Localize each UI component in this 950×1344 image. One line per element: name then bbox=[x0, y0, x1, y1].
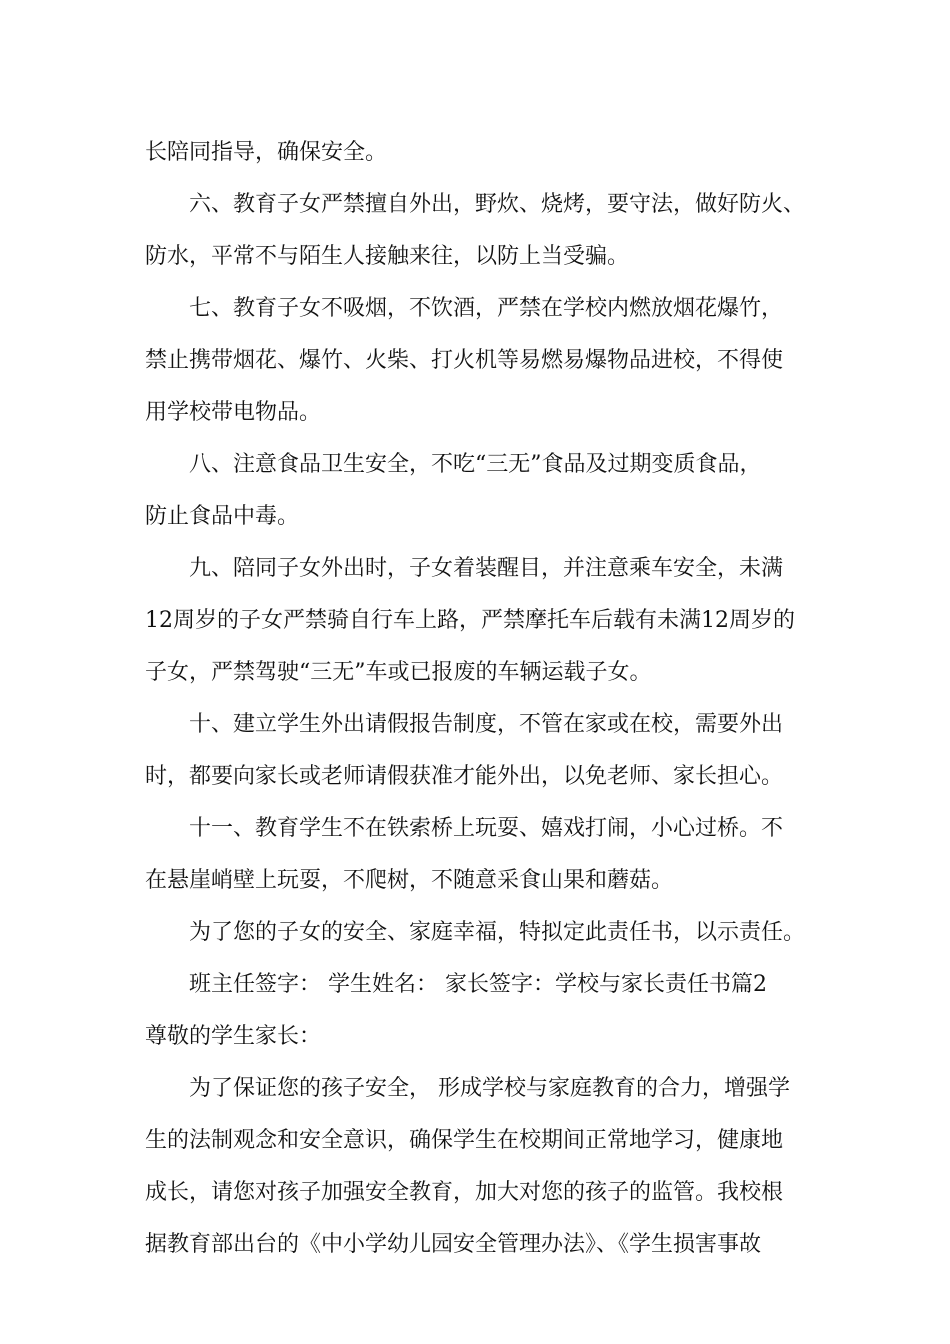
text-line: 八、注意食品卫生安全，不吃“三无”食品及过期变质食品， bbox=[189, 452, 762, 477]
text-line: 十一、教育学生不在铁索桥上玩耍、嬉戏打闹，小心过桥。不 bbox=[189, 816, 784, 841]
text-line: 子女，严禁驾驶“三无”车或已报废的车辆运载子女。 bbox=[145, 660, 652, 685]
text-line: 在悬崖峭壁上玩耍，不爬树，不随意采食山果和蘑菇。 bbox=[145, 868, 674, 893]
text-line: 班主任签字： 学生姓名： 家长签字：学校与家长责任书篇2 bbox=[189, 972, 767, 997]
text-line: 九、陪同子女外出时，子女着装醒目，并注意乘车安全，未满 bbox=[189, 556, 784, 581]
text-line: 时，都要向家长或老师请假获准才能外出，以免老师、家长担心。 bbox=[145, 764, 784, 789]
text-line: 尊敬的学生家长： bbox=[145, 1024, 322, 1049]
text-line: 防止食品中毒。 bbox=[145, 504, 300, 529]
text-line: 六、教育子女严禁擅自外出，野炊、烧烤，要守法，做好防火、 bbox=[189, 192, 806, 217]
text-line: 用学校带电物品。 bbox=[145, 400, 322, 425]
text-line: 12周岁的子女严禁骑自行车上路，严禁摩托车后载有未满12周岁的 bbox=[145, 608, 795, 633]
text-line: 长陪同指导，确保安全。 bbox=[145, 140, 388, 165]
text-line: 防水，平常不与陌生人接触来往，以防上当受骗。 bbox=[145, 244, 630, 269]
text-line: 成长，请您对孩子加强安全教育，加大对您的孩子的监管。我校根 bbox=[145, 1180, 784, 1205]
text-line: 为了保证您的孩子安全， 形成学校与家庭教育的合力，增强学 bbox=[189, 1076, 790, 1101]
text-line: 七、教育子女不吸烟，不饮酒，严禁在学校内燃放烟花爆竹， bbox=[189, 296, 784, 321]
text-line: 禁止携带烟花、爆竹、火柴、打火机等易燃易爆物品进校，不得使 bbox=[145, 348, 784, 373]
document-body bbox=[145, 127, 815, 1271]
text-line: 十、建立学生外出请假报告制度，不管在家或在校，需要外出 bbox=[189, 712, 784, 737]
text-line: 据教育部出台的《中小学幼儿园安全管理办法》、《学生损害事故 bbox=[145, 1232, 762, 1257]
text-line: 为了您的子女的安全、家庭幸福，特拟定此责任书，以示责任。 bbox=[189, 920, 806, 945]
text-line: 生的法制观念和安全意识，确保学生在校期间正常地学习，健康地 bbox=[145, 1128, 784, 1153]
